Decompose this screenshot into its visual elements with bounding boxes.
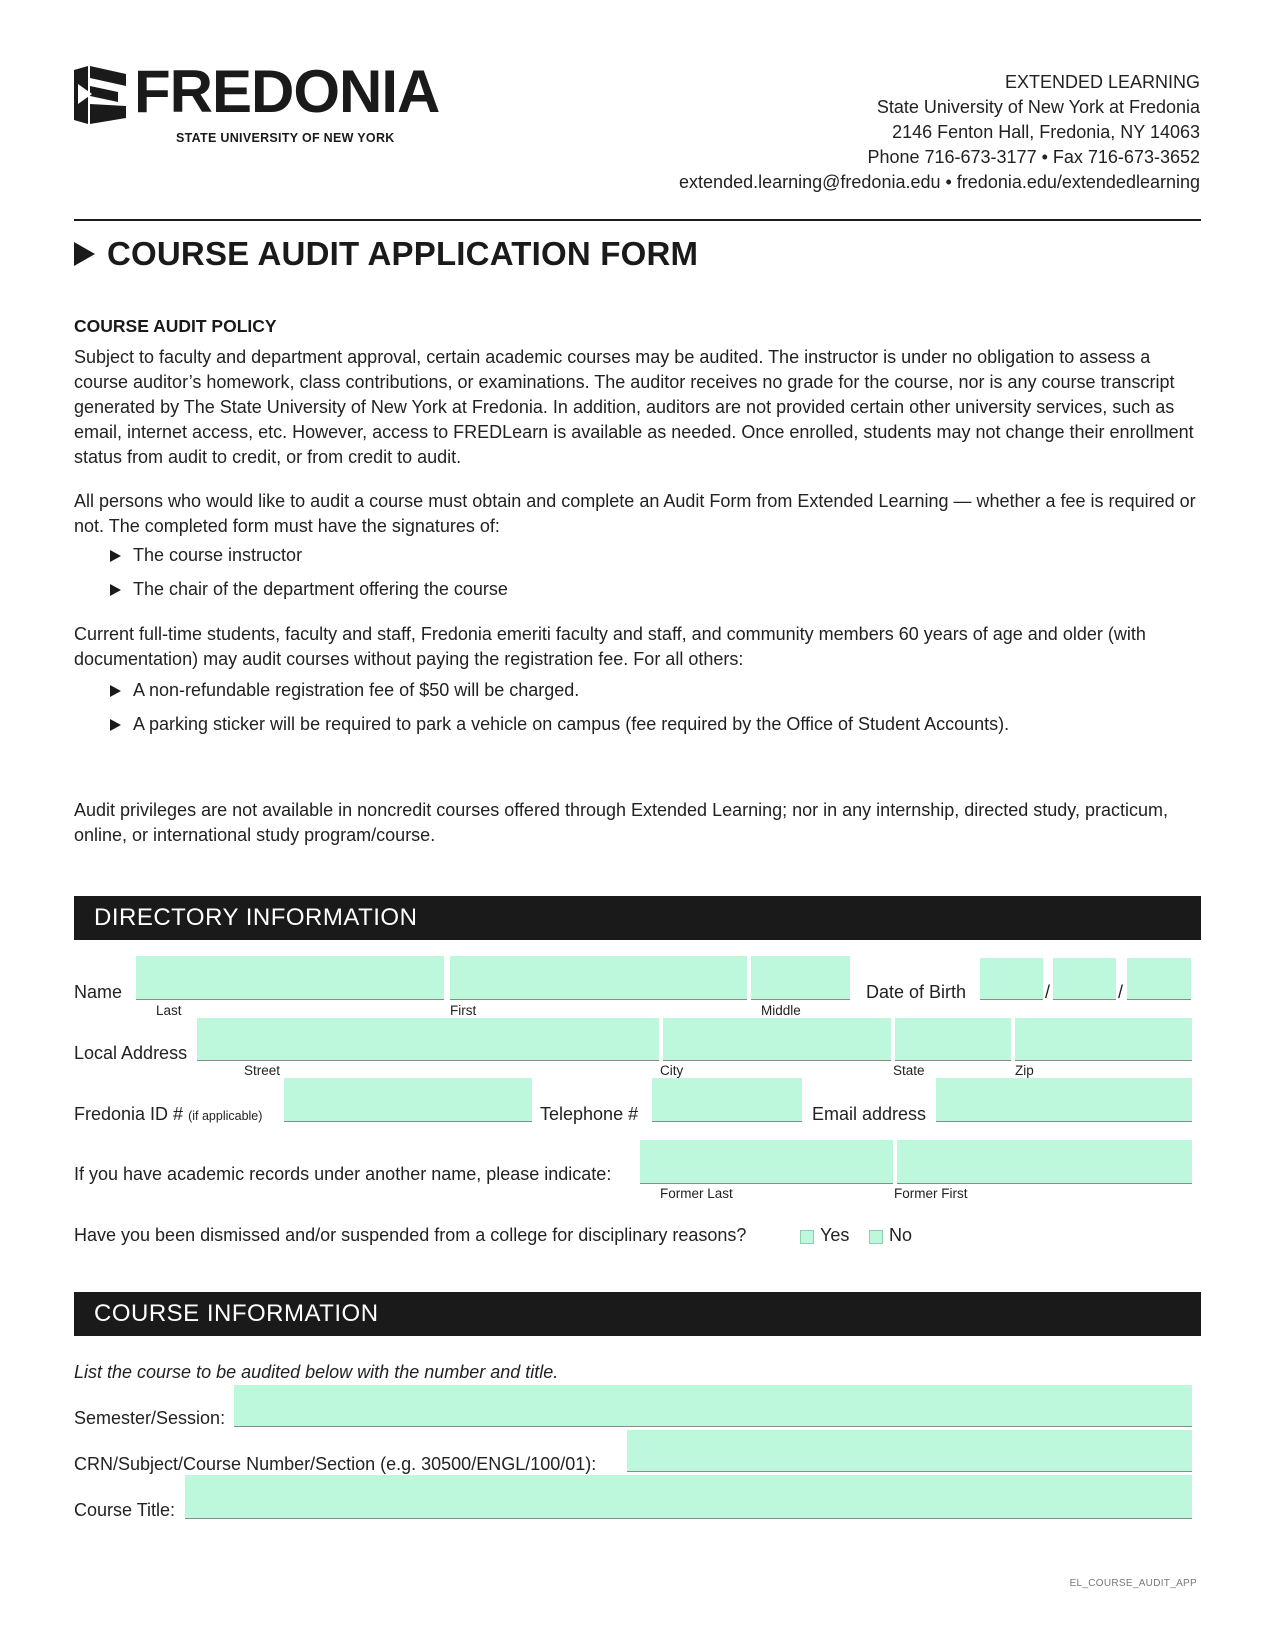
crn-field[interactable] bbox=[627, 1430, 1192, 1472]
policy-paragraph-2: All persons who would like to audit a course must obtain and complete an Audit Form from Extended Learning — whether a fee is required or not. The completed form must have the signatures of: bbox=[74, 491, 1196, 536]
bullet-triangle-icon bbox=[110, 584, 121, 596]
form-title-row bbox=[74, 235, 698, 273]
local-address-label: Local Address bbox=[74, 1043, 188, 1063]
city-sublabel: City bbox=[660, 1063, 684, 1078]
bullet-triangle-icon bbox=[110, 550, 121, 562]
semester-label: Semester/Session: bbox=[74, 1408, 226, 1428]
yes-checkbox[interactable] bbox=[800, 1230, 814, 1244]
signature-item: The chair of the department offering the course bbox=[110, 579, 508, 600]
fee-item: A non-refundable registration fee of $50 will be charged. bbox=[110, 680, 579, 701]
no-checkbox[interactable] bbox=[869, 1230, 883, 1244]
play-triangle-icon bbox=[74, 242, 95, 266]
name-label: Name bbox=[74, 982, 123, 1002]
directory-section-header: DIRECTORY INFORMATION bbox=[74, 896, 1201, 940]
course-title-field[interactable] bbox=[185, 1475, 1192, 1519]
form-code: EL_COURSE_AUDIT_APP bbox=[1069, 1578, 1197, 1589]
dob-month-field[interactable] bbox=[980, 958, 1043, 1000]
course-title-label: Course Title: bbox=[74, 1500, 176, 1520]
telephone-label: Telephone # bbox=[540, 1104, 639, 1124]
former-last-field[interactable] bbox=[640, 1140, 893, 1184]
state-sublabel: State bbox=[893, 1063, 925, 1078]
fredonia-id-label: Fredonia ID # (if applicable) bbox=[74, 1104, 263, 1124]
telephone-field[interactable] bbox=[652, 1078, 802, 1122]
last-name-field[interactable] bbox=[136, 956, 444, 1000]
form-title: COURSE AUDIT APPLICATION FORM bbox=[107, 235, 699, 272]
university-name: State University of New York at Fredonia bbox=[876, 97, 1200, 117]
policy-paragraph-3: Current full-time students, faculty and staff, Fredonia emeriti faculty and staff, and community members 60 years of age and older (with documentation) may audit courses without paying the registration fee. For all others: bbox=[74, 624, 1146, 669]
city-field[interactable] bbox=[663, 1018, 891, 1061]
email-field[interactable] bbox=[936, 1078, 1192, 1122]
first-sublabel: First bbox=[450, 1003, 477, 1018]
last-sublabel: Last bbox=[156, 1003, 182, 1018]
dob-separator: / bbox=[1118, 982, 1124, 1002]
policy-paragraph-1: Subject to faculty and department approval, certain academic courses may be audited. The instructor is under no obligation to assess a course auditor’s homework, class contributions, or examinations. The auditor receives no grade for the course, nor is any course transcript generated by The State University of New York at Fredonia. In addition, auditors are not provided certain other university services, such as email, internet access, etc. However, access to FREDLearn is available as needed. Once enrolled, students may not change their enrollment status from audit to credit, or from credit to audit. bbox=[74, 347, 1194, 467]
fredonia-id-field[interactable] bbox=[284, 1078, 532, 1122]
id-note: (if applicable) bbox=[188, 1109, 263, 1123]
street-sublabel: Street bbox=[244, 1063, 281, 1078]
zip-sublabel: Zip bbox=[1015, 1063, 1034, 1078]
zip-field[interactable] bbox=[1015, 1018, 1192, 1061]
dob-day-field[interactable] bbox=[1053, 958, 1116, 1000]
email-label: Email address bbox=[812, 1104, 927, 1124]
street-address: 2146 Fenton Hall, Fredonia, NY 14063 bbox=[892, 122, 1200, 142]
state-field[interactable] bbox=[895, 1018, 1011, 1061]
contact-address-block bbox=[679, 70, 1200, 195]
header-divider bbox=[74, 219, 1201, 221]
department-name: EXTENDED LEARNING bbox=[1004, 72, 1200, 92]
fredonia-logo-icon bbox=[74, 66, 126, 124]
crn-label: CRN/Subject/Course Number/Section (e.g. 30500/ENGL/100/01): bbox=[74, 1454, 597, 1474]
bullet-triangle-icon bbox=[110, 719, 121, 731]
bullet-triangle-icon bbox=[110, 685, 121, 697]
former-first-field[interactable] bbox=[897, 1140, 1192, 1184]
semester-field[interactable] bbox=[234, 1385, 1192, 1427]
dob-year-field[interactable] bbox=[1127, 958, 1191, 1000]
dismissed-question: Have you been dismissed and/or suspended from a college for disciplinary reasons? bbox=[74, 1225, 747, 1245]
street-field[interactable] bbox=[197, 1018, 659, 1061]
logo-wordmark: FREDONIA bbox=[134, 58, 440, 125]
policy-paragraph-4: Audit privileges are not available in noncredit courses offered through Extended Learning; nor in any internship, directed study, practicum, online, or international study program/course. bbox=[74, 800, 1168, 845]
dob-label: Date of Birth bbox=[866, 982, 967, 1002]
middle-sublabel: Middle bbox=[761, 1003, 801, 1018]
course-instructions: List the course to be audited below with the number and title. bbox=[74, 1362, 559, 1382]
course-section-header: COURSE INFORMATION bbox=[74, 1292, 1201, 1336]
phone-fax: Phone 716-673-3177 • Fax 716-673-3652 bbox=[867, 147, 1200, 167]
yes-label: Yes bbox=[820, 1225, 850, 1245]
dob-separator: / bbox=[1045, 982, 1051, 1002]
former-last-sublabel: Former Last bbox=[660, 1186, 733, 1201]
other-records-label: If you have academic records under another name, please indicate: bbox=[74, 1164, 612, 1184]
middle-name-field[interactable] bbox=[751, 956, 850, 1000]
fee-item: A parking sticker will be required to park a vehicle on campus (fee required by the Office of Student Accounts). bbox=[110, 714, 1009, 735]
logo-subtitle: STATE UNIVERSITY OF NEW YORK bbox=[176, 131, 395, 145]
email-web: extended.learning@fredonia.edu • fredonia.edu/extendedlearning bbox=[679, 172, 1200, 192]
policy-heading: COURSE AUDIT POLICY bbox=[74, 316, 277, 336]
former-first-sublabel: Former First bbox=[894, 1186, 968, 1201]
no-label: No bbox=[889, 1225, 913, 1245]
signature-item: The course instructor bbox=[110, 545, 302, 566]
first-name-field[interactable] bbox=[450, 956, 747, 1000]
